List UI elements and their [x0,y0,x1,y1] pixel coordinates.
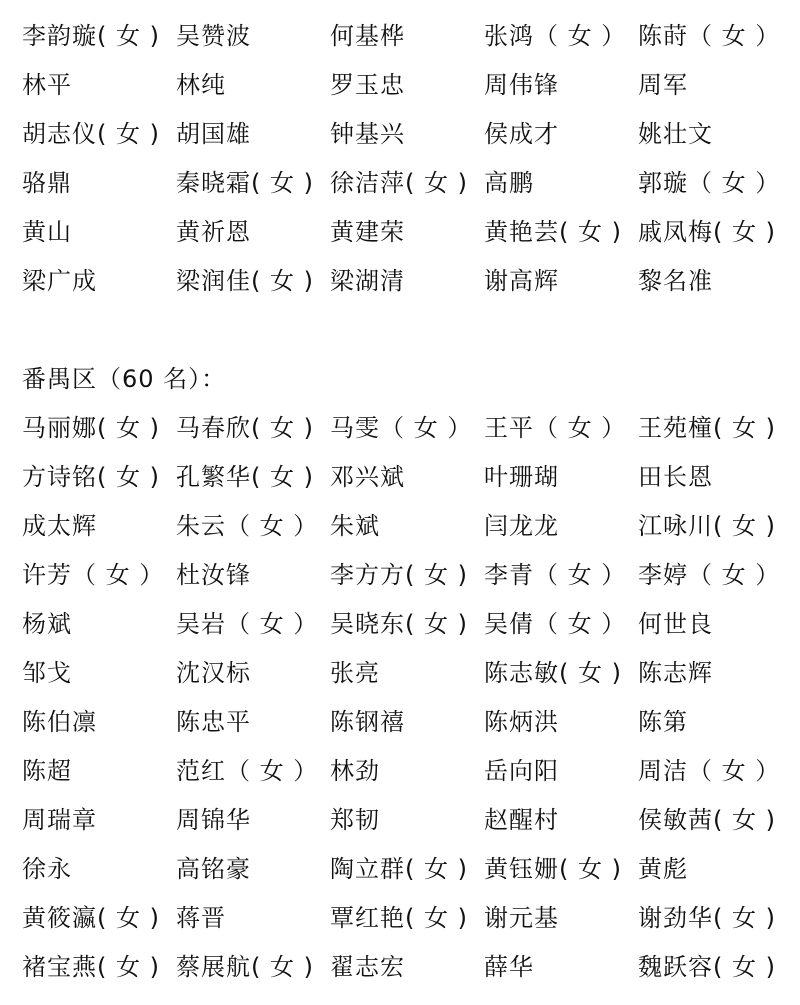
name-row [22,110,792,159]
name-cell: 黄祈恩 [176,218,251,246]
name-cell: 吴赞波 [176,22,251,50]
name-row [22,600,792,649]
name-row [22,453,792,502]
name-cell: 黄山 [22,218,72,246]
name-cell: 周伟锋 [484,71,559,99]
name-cell: 周军 [638,71,688,99]
name-cell: 陈超 [22,757,72,785]
name-cell: 杨斌 [22,610,72,638]
name-cell: 叶珊瑚 [484,463,559,491]
name-cell: 周洁（ 女 ） [638,757,781,785]
name-cell: 陈钢禧 [330,708,405,736]
name-cell: 郑韧 [330,806,380,834]
name-cell: 马春欣( 女 ) [176,414,314,442]
name-cell: 周锦华 [176,806,251,834]
name-cell: 王苑橦( 女 ) [638,414,776,442]
name-grid-top [22,12,792,306]
name-cell: 江咏川( 女 ) [638,512,776,540]
name-cell: 杜汝锋 [176,561,251,589]
name-cell: 李韵璇( 女 ) [22,22,160,50]
name-cell: 邹戈 [22,659,72,687]
name-cell: 吴倩（ 女 ） [484,610,627,638]
name-cell: 张亮 [330,659,380,687]
name-cell: 周瑞章 [22,806,97,834]
name-row [22,404,792,453]
name-cell: 陶立群( 女 ) [330,855,468,883]
name-cell: 朱云（ 女 ） [176,512,319,540]
name-cell: 陈忠平 [176,708,251,736]
name-cell: 薛华 [484,953,534,981]
name-cell: 骆鼎 [22,169,72,197]
name-cell: 梁广成 [22,267,97,295]
name-cell: 蒋晋 [176,904,226,932]
name-cell: 姚壮文 [638,120,713,148]
name-row [22,159,792,208]
name-row [22,845,792,894]
name-cell: 闫龙龙 [484,512,559,540]
name-cell: 田长恩 [638,463,713,491]
name-cell: 李青（ 女 ） [484,561,627,589]
name-cell: 梁湖清 [330,267,405,295]
name-cell: 陈志辉 [638,659,713,687]
name-cell: 高鹏 [484,169,534,197]
name-cell: 朱斌 [330,512,380,540]
name-cell: 钟基兴 [330,120,405,148]
name-cell: 邓兴斌 [330,463,405,491]
name-row [22,257,792,306]
name-cell: 黎名准 [638,267,713,295]
name-row [22,649,792,698]
name-cell: 林平 [22,71,72,99]
name-cell: 马丽娜( 女 ) [22,414,160,442]
name-cell: 胡志仪( 女 ) [22,120,160,148]
name-cell: 徐洁萍( 女 ) [330,169,468,197]
name-row [22,747,792,796]
name-cell: 陈莳（ 女 ） [638,22,781,50]
name-cell: 秦晓霜( 女 ) [176,169,314,197]
name-cell: 林纯 [176,71,226,99]
name-row [22,208,792,257]
name-cell: 许芳（ 女 ） [22,561,165,589]
section-title: 番禺区（60 名）： [22,365,227,393]
name-cell: 林劲 [330,757,380,785]
name-cell: 吴岩（ 女 ） [176,610,319,638]
name-row [22,12,792,61]
name-grid-panyu [22,404,792,992]
name-cell: 魏跃容( 女 ) [638,953,776,981]
name-cell: 陈第 [638,708,688,736]
name-cell: 覃红艳( 女 ) [330,904,468,932]
name-cell: 陈炳洪 [484,708,559,736]
name-row [22,551,792,600]
name-cell: 罗玉忠 [330,71,405,99]
name-cell: 黄艳芸( 女 ) [484,218,622,246]
name-cell: 谢元基 [484,904,559,932]
name-cell: 徐永 [22,855,72,883]
name-cell: 戚凤梅( 女 ) [638,218,776,246]
name-row [22,502,792,551]
name-cell: 张鸿（ 女 ） [484,22,627,50]
name-cell: 黄钰姗( 女 ) [484,855,622,883]
name-cell: 陈伯凛 [22,708,97,736]
name-cell: 成太辉 [22,512,97,540]
name-cell: 李方方( 女 ) [330,561,468,589]
name-row [22,894,792,943]
name-row [22,698,792,747]
name-cell: 郭璇（ 女 ） [638,169,781,197]
name-cell: 何基桦 [330,22,405,50]
name-cell: 岳向阳 [484,757,559,785]
name-cell: 范红（ 女 ） [176,757,319,785]
name-cell: 黄建荣 [330,218,405,246]
name-cell: 胡国雄 [176,120,251,148]
name-cell: 谢高辉 [484,267,559,295]
name-cell: 王平（ 女 ） [484,414,627,442]
name-cell: 侯成才 [484,120,559,148]
name-cell: 翟志宏 [330,953,405,981]
name-cell: 马雯（ 女 ） [330,414,473,442]
name-cell: 黄筱瀛( 女 ) [22,904,160,932]
name-row [22,943,792,992]
name-cell: 陈志敏( 女 ) [484,659,622,687]
name-cell: 何世良 [638,610,713,638]
name-cell: 黄彪 [638,855,688,883]
name-cell: 褚宝燕( 女 ) [22,953,160,981]
name-cell: 孔繁华( 女 ) [176,463,314,491]
name-cell: 侯敏茜( 女 ) [638,806,776,834]
name-cell: 吴晓东( 女 ) [330,610,468,638]
name-cell: 赵醒村 [484,806,559,834]
name-cell: 沈汉标 [176,659,251,687]
name-row [22,796,792,845]
name-cell: 方诗铭( 女 ) [22,463,160,491]
name-cell: 高铭豪 [176,855,251,883]
name-cell: 谢劲华( 女 ) [638,904,776,932]
name-cell: 蔡展航( 女 ) [176,953,314,981]
name-cell: 梁润佳( 女 ) [176,267,314,295]
name-cell: 李婷（ 女 ） [638,561,781,589]
name-row [22,61,792,110]
